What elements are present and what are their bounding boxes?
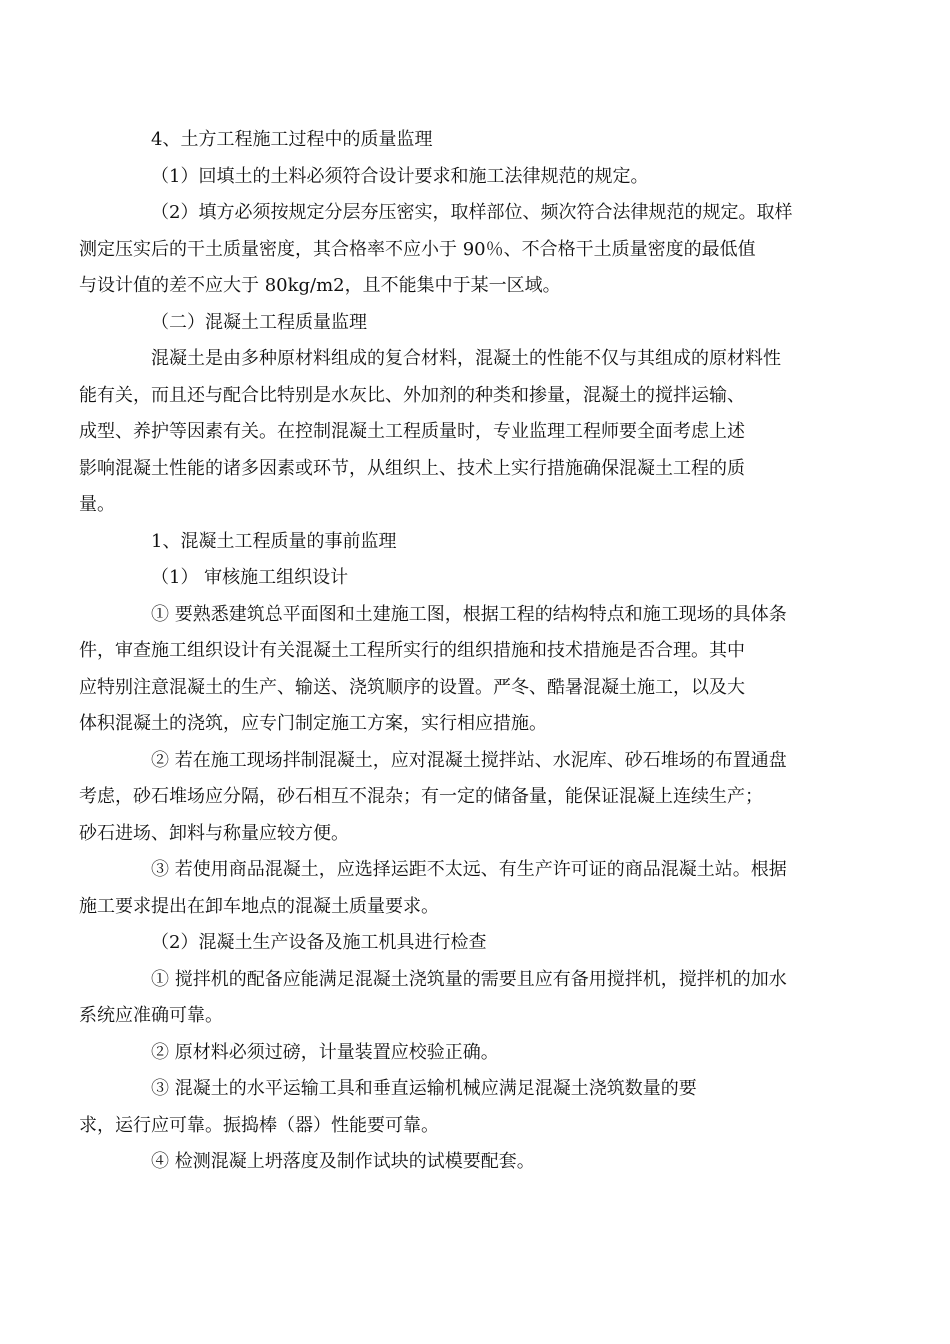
text-line: ① 要熟悉建筑总平面图和土建施工图，根据工程的结构特点和施工现场的具体条 <box>151 603 787 625</box>
text-line: ④ 检测混凝上坍落度及制作试块的试模要配套。 <box>151 1151 535 1172</box>
paragraph <box>79 597 850 743</box>
text-line: 系统应准确可靠。 <box>79 1005 223 1026</box>
paragraph <box>79 743 850 853</box>
paragraph <box>115 1035 850 1072</box>
text-line: （二）混凝土工程质量监理 <box>151 311 367 333</box>
text-line: 量。 <box>79 494 115 515</box>
text-line: 影响混凝土性能的诸多因素或环节，从组织上、技术上实行措施确保混凝土工程的质 <box>79 457 745 479</box>
text-line: 与设计值的差不应大于 80kg/m2，且不能集中于某一区域。 <box>79 275 561 296</box>
paragraph <box>79 1071 850 1144</box>
text-line: 1、混凝土工程质量的事前监理 <box>151 530 397 552</box>
text-line: ③ 若使用商品混凝土，应选择运距不太远、有生产许可证的商品混凝土站。根据 <box>151 859 787 880</box>
text-line: 混凝土是由多种原材料组成的复合材料，混凝土的性能不仅与其组成的原材料性 <box>151 348 781 369</box>
text-line: 体积混凝土的浇筑，应专门制定施工方案，实行相应措施。 <box>79 713 547 734</box>
paragraph <box>115 305 850 342</box>
paragraph <box>79 962 850 1035</box>
text-line: 求，运行应可靠。振捣棒（器）性能要可靠。 <box>79 1114 439 1136</box>
text-line: 砂石进场、卸料与称量应较方便。 <box>79 822 349 844</box>
text-line: 施工要求提出在卸车地点的混凝土质量要求。 <box>79 895 439 917</box>
text-line: （2）填方必须按规定分层夯压密实，取样部位、频次符合法律规范的规定。取样 <box>151 202 793 223</box>
paragraph <box>115 1144 850 1181</box>
text-line: 测定压实后的干土质量密度，其合格率不应小于 90％、不合格干土质量密度的最低值 <box>79 238 756 260</box>
text-line: ② 原材料必须过磅，计量装置应校验正确。 <box>151 1041 499 1063</box>
text-line: ③ 混凝土的水平运输工具和垂直运输机械应满足混凝土浇筑数量的要 <box>151 1078 697 1099</box>
paragraph <box>115 524 850 561</box>
text-line: （2）混凝土生产设备及施工机具进行检查 <box>151 932 487 953</box>
paragraph <box>115 159 850 196</box>
text-line: ① 搅拌机的配备应能满足混凝土浇筑量的需要且应有备用搅拌机，搅拌机的加水 <box>151 968 787 990</box>
text-line: ② 若在施工现场拌制混凝土，应对混凝土搅拌站、水泥库、砂石堆场的布置通盘 <box>151 749 787 771</box>
text-line: 4、土方工程施工过程中的质量监理 <box>151 129 433 150</box>
text-line: 应特别注意混凝土的生产、输送、浇筑顺序的设置。严冬、酷暑混凝土施工，以及大 <box>79 676 745 698</box>
text-line: （1） 审核施工组织设计 <box>151 567 349 588</box>
paragraph <box>115 925 850 962</box>
paragraph <box>79 852 850 925</box>
text-line: 能有关，而且还与配合比特别是水灰比、外加剂的种类和掺量，混凝土的搅拌运输、 <box>79 384 745 406</box>
document-page <box>79 122 850 1181</box>
paragraph <box>115 122 850 159</box>
paragraph <box>79 195 850 305</box>
text-line: 考虑，砂石堆场应分隔，砂石相互不混杂；有一定的储备量，能保证混凝上连续生产； <box>79 786 763 807</box>
text-line: 成型、养护等因素有关。在控制混凝土工程质量时，专业监理工程师要全面考虑上述 <box>79 421 745 442</box>
paragraph <box>79 341 850 524</box>
paragraph <box>115 560 850 597</box>
text-line: （1）回填土的土料必须符合设计要求和施工法律规范的规定。 <box>151 165 649 187</box>
text-line: 件，审查施工组织设计有关混凝土工程所实行的组织措施和技术措施是否合理。其中 <box>79 640 745 661</box>
